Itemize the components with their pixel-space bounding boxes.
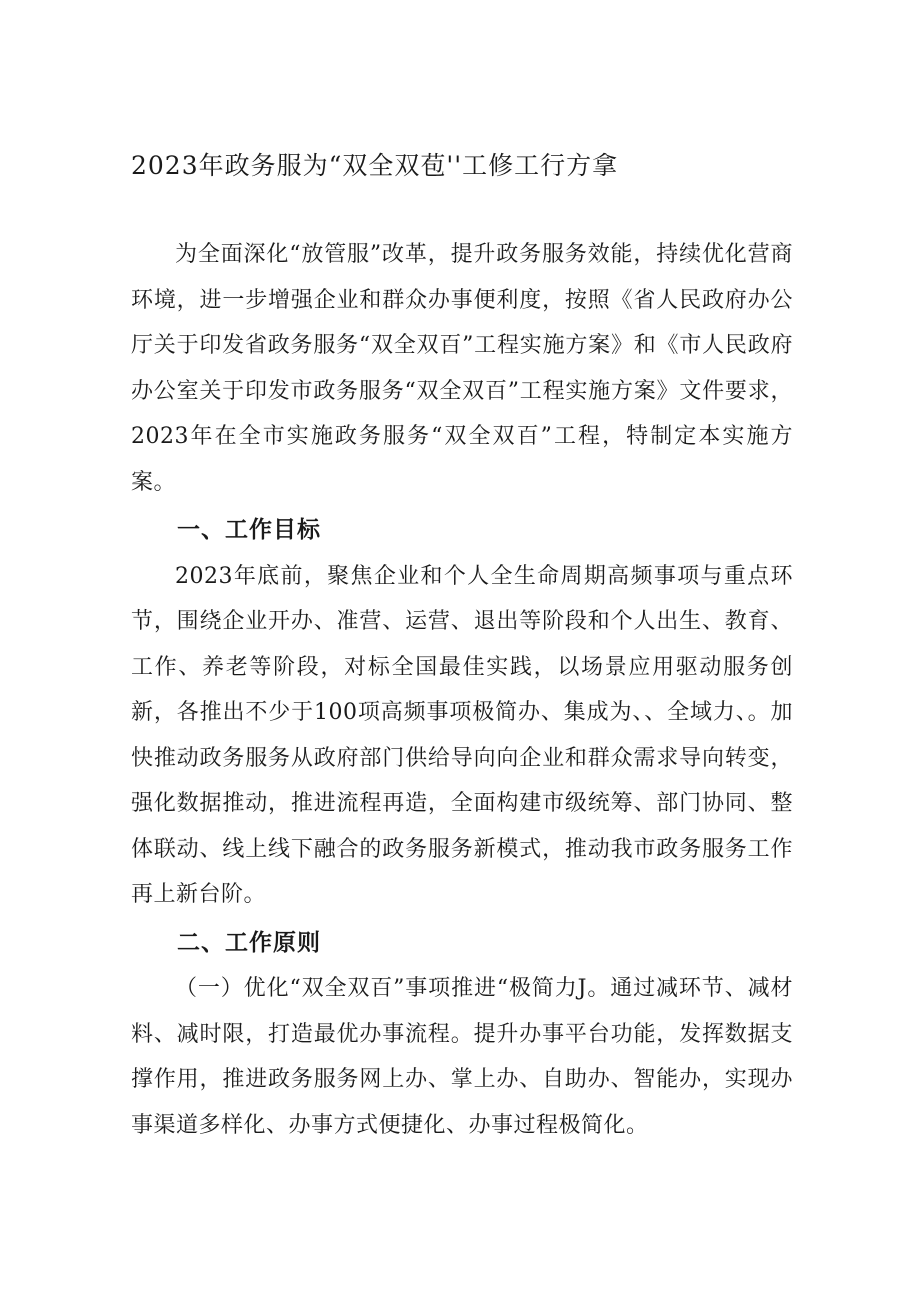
- section-paragraph-principles: （一）优化“双全双百”事项推进“极简力J。通过减环节、减材料、减时限，打造最优办事流程。提升办事平台功能，发挥数据支撑作用，推进政务服务网上办、掌上办、自助办、智能办，实现办事渠道多样化、办事方式便捷化、办事过程极简化。: [131, 976, 793, 1138]
- section-heading-principles: 二、工作原则: [177, 929, 321, 956]
- document-body: [131, 232, 793, 1148]
- section-paragraph-goals: 2023年底前，聚焦企业和个人全生命周期高频事项与重点环节，围绕企业开办、准营、运营、退出等阶段和个人出生、教育、工作、养老等阶段，对标全国最佳实践，以场景应用驱动服务创新，各推出不少于100项高频事项极简办、集成为、、全域力、。加快推动政务服务从政府部门供给导向向企业和群众需求导向转变，强化数据推动，推进流程再造，全面构建市级统筹、部门协同、整体联动、线上线下融合的政务服务新模式，推动我市政务服务工作再上新台阶。: [131, 563, 793, 907]
- document-title: 2023年政务服为“双全双苞''工修工行方拿: [131, 151, 619, 180]
- section-heading-goals: 一、工作目标: [177, 517, 321, 543]
- intro-paragraph: 为全面深化“放管服”改革，提升政务服务效能，持续优化营商环境，进一步增强企业和群众办事便利度，按照《省人民政府办公厅关于印发省政务服务“双全双百”工程实施方案》和《市人民政府办公室关于印发市政务服务“双全双百”工程实施方案》文件要求，2023年在全市实施政务服务“双全双百”工程，特制定本实施方案。: [131, 242, 793, 495]
